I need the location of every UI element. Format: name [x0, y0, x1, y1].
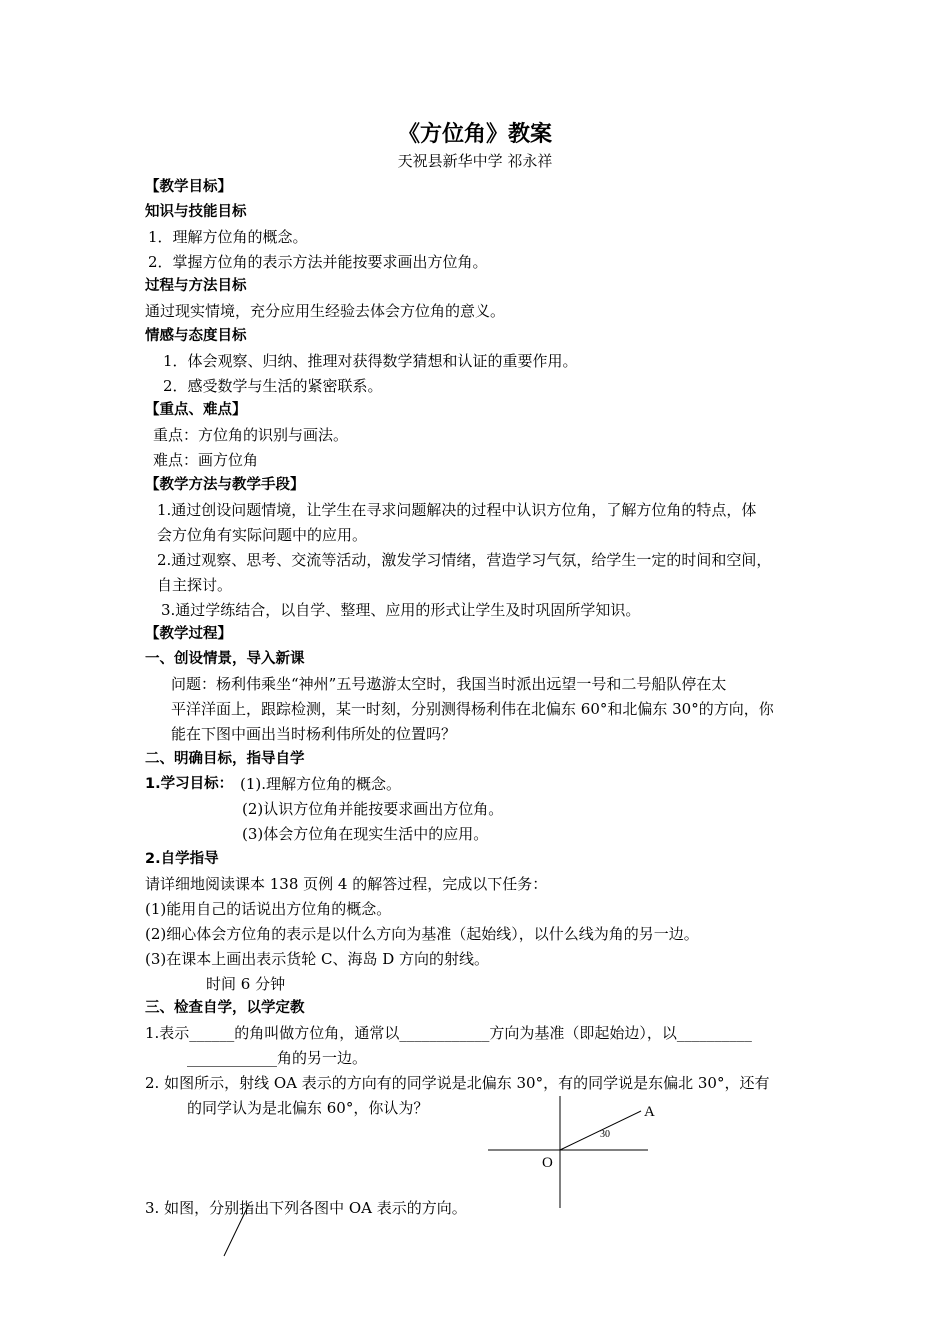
- learning-goal-2: (2)认识方位角并能按要求画出方位角。: [242, 800, 504, 818]
- process-item-1: 通过现实情境，充分应用生经验去体会方位角的意义。: [145, 302, 506, 320]
- key-point: 重点：方位角的识别与画法。: [153, 426, 349, 444]
- self-study-guide-label: 2.自学指导: [145, 851, 219, 867]
- learning-goal-1: (1).理解方位角的概念。: [240, 775, 402, 793]
- heading-knowledge-skills: 知识与技能目标: [145, 204, 247, 220]
- question-line-1: 问题：杨利伟乘坐“神州”五号遨游太空时，我国当时派出远望一号和二号船队停在太: [171, 675, 727, 693]
- exercise-1-line-2: ____________角的另一边。: [187, 1049, 368, 1067]
- method-2-line-1: 2.通过观察、思考、交流等活动，激发学习情绪，营造学习气氛，给学生一定的时间和空间，: [157, 551, 772, 569]
- heading-teaching-goals: 【教学目标】: [145, 179, 232, 195]
- section-3-heading: 三、检查自学，以学定教: [145, 1000, 305, 1016]
- method-2-line-2: 自主探讨。: [157, 576, 233, 594]
- point-o-label: O: [542, 1155, 553, 1171]
- heading-process-methods: 过程与方法目标: [145, 278, 247, 294]
- exercise-1-line-1: 1.表示______的角叫做方位角，通常以____________方向为基准（即起始边），以__________: [145, 1024, 752, 1042]
- time-limit: 时间 6 分钟: [206, 975, 286, 993]
- method-3: 3.通过学练结合，以自学、整理、应用的形式让学生及时巩固所学知识。: [161, 601, 641, 619]
- emotion-item-2: 2．感受数学与生活的紧密联系。: [163, 377, 383, 395]
- exercise-2-line-1: 2. 如图所示，射线 OA 表示的方向有的同学说是北偏东 30°，有的同学说是东偏北 30°，还有: [145, 1074, 770, 1092]
- knowledge-item-2: 2．掌握方位角的表示方法并能按要求画出方位角。: [148, 253, 488, 271]
- exercise-2-line-2: 的同学认为是北偏东 60°，你认为？: [187, 1099, 429, 1117]
- exercise-3-ray-figure: [218, 1200, 258, 1260]
- knowledge-item-1: 1．理解方位角的概念。: [148, 228, 308, 246]
- emotion-item-1: 1．体会观察、归纳、推理对获得数学猜想和认证的重要作用。: [163, 352, 578, 370]
- exercise-3: 3. 如图，分别指出下列各图中 OA 表示的方向。: [145, 1199, 467, 1217]
- question-line-2: 平洋洋面上，跟踪检测，某一时刻，分别测得杨利伟在北偏东 60°和北偏东 30°的方向，你: [171, 700, 774, 718]
- exercise-3-ray: [224, 1204, 249, 1256]
- guide-intro: 请详细地阅读课本 138 页例 4 的解答过程，完成以下任务：: [145, 875, 548, 893]
- method-1-line-1: 1.通过创设问题情境，让学生在寻求问题解决的过程中认识方位角，了解方位角的特点，体: [157, 501, 757, 519]
- heading-key-difficult: 【重点、难点】: [145, 402, 247, 418]
- method-1-line-2: 会方位角有实际问题中的应用。: [157, 526, 368, 544]
- angle-label: 30: [600, 1129, 610, 1140]
- section-1-heading: 一、创设情景，导入新课: [145, 651, 305, 667]
- guide-task-3: (3)在课本上画出表示货轮 C、海岛 D 方向的射线。: [145, 950, 490, 968]
- guide-task-1: (1)能用自己的话说出方位角的概念。: [145, 900, 392, 918]
- author-line: 天祝县新华中学 祁永祥: [397, 152, 553, 170]
- heading-teaching-methods: 【教学方法与教学手段】: [145, 477, 305, 493]
- document-title: 《方位角》教案: [397, 122, 552, 147]
- learning-goals-label: 1.学习目标：: [145, 776, 234, 792]
- heading-emotion-attitude: 情感与态度目标: [145, 328, 247, 344]
- learning-goal-3: (3)体会方位角在现实生活中的应用。: [242, 825, 489, 843]
- question-line-3: 能在下图中画出当时杨利伟所处的位置吗？: [171, 725, 457, 743]
- ray-oa-figure: [480, 1090, 660, 1210]
- guide-task-2: (2)细心体会方位角的表示是以什么方向为基准（起始线），以什么线为角的另一边。: [145, 925, 699, 943]
- difficult-point: 难点：画方位角: [153, 451, 259, 469]
- section-2-heading: 二、明确目标，指导自学: [145, 751, 305, 767]
- point-a-label: A: [644, 1104, 655, 1120]
- heading-teaching-process: 【教学过程】: [145, 626, 232, 642]
